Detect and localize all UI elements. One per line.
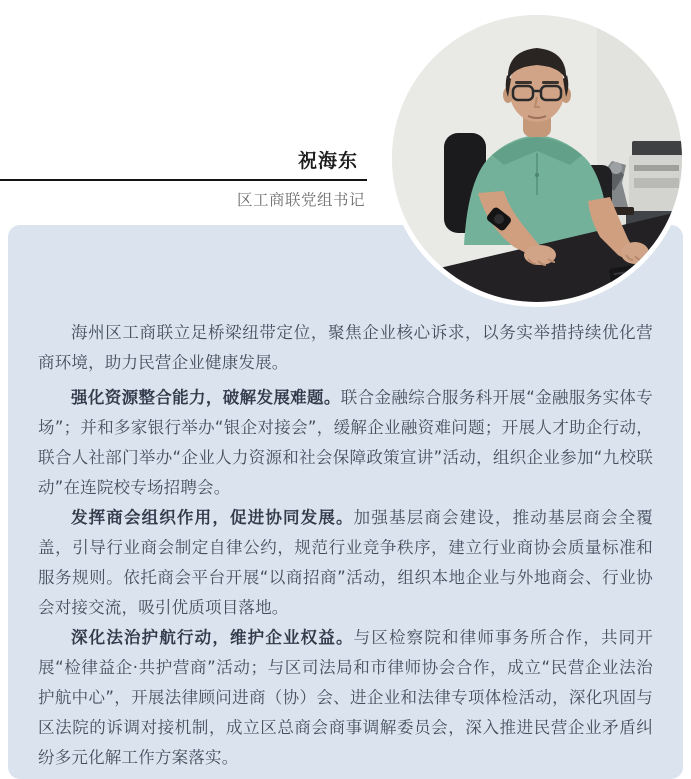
profile-header	[0, 149, 367, 210]
paragraph-text: 联合金融综合服务科开展“金融服务实体专场”；并和多家银行举办“银企对接会”，缓解企业融资难问题；开展人才助企行动，联合人社部门举办“企业人力资源和社会保障政策宣讲”活动，组织企业参加“九校联动”在连院校专场招聘会。	[38, 388, 653, 497]
paragraph-lead: 发挥商会组织作用，促进协同发展。	[71, 508, 354, 527]
paragraph-lead: 深化法治护航行动，维护企业权益。	[71, 628, 354, 647]
paragraph-lead: 强化资源整合能力，破解发展难题。	[71, 388, 341, 407]
paragraph-text: 加强基层商会建设，推动基层商会全覆盖，引导行业商会制定自律公约，规范行业竞争秩序，建立行业商协会质量标准和服务规则。依托商会平台开展“以商招商”活动，组织本地企业与外地商会、行业协会对接交流，吸引优质项目落地。	[38, 508, 654, 617]
divider-line	[0, 179, 367, 181]
paragraph-intro	[38, 318, 653, 378]
paragraph-resources	[38, 383, 653, 503]
profile-name: 祝海东	[297, 150, 358, 172]
content-panel	[8, 225, 683, 779]
paragraph-law	[38, 623, 653, 773]
paragraph-chamber	[38, 503, 653, 623]
paragraph-text: 与区检察院和律师事务所合作，共同开展“检律益企·共护营商”活动；与区司法局和市律师协会合作，成立“民营企业法治护航中心”，开展法律顾问进商（协）会、进企业和法律专项体检活动，深化巩固与区法院的诉调对接机制，成立区总商会商事调解委员会，深入推进民营企业矛盾纠纷多元化解工作方案落实。	[38, 628, 654, 767]
portrait-photo-illustration	[392, 15, 682, 302]
profile-title: 区工商联党组书记	[236, 191, 365, 209]
profile-photo	[392, 15, 682, 302]
paragraph-text: 海州区工商联立足桥梁纽带定位，聚焦企业核心诉求，以务实举措持续优化营商环境，助力民营企业健康发展。	[38, 323, 653, 372]
